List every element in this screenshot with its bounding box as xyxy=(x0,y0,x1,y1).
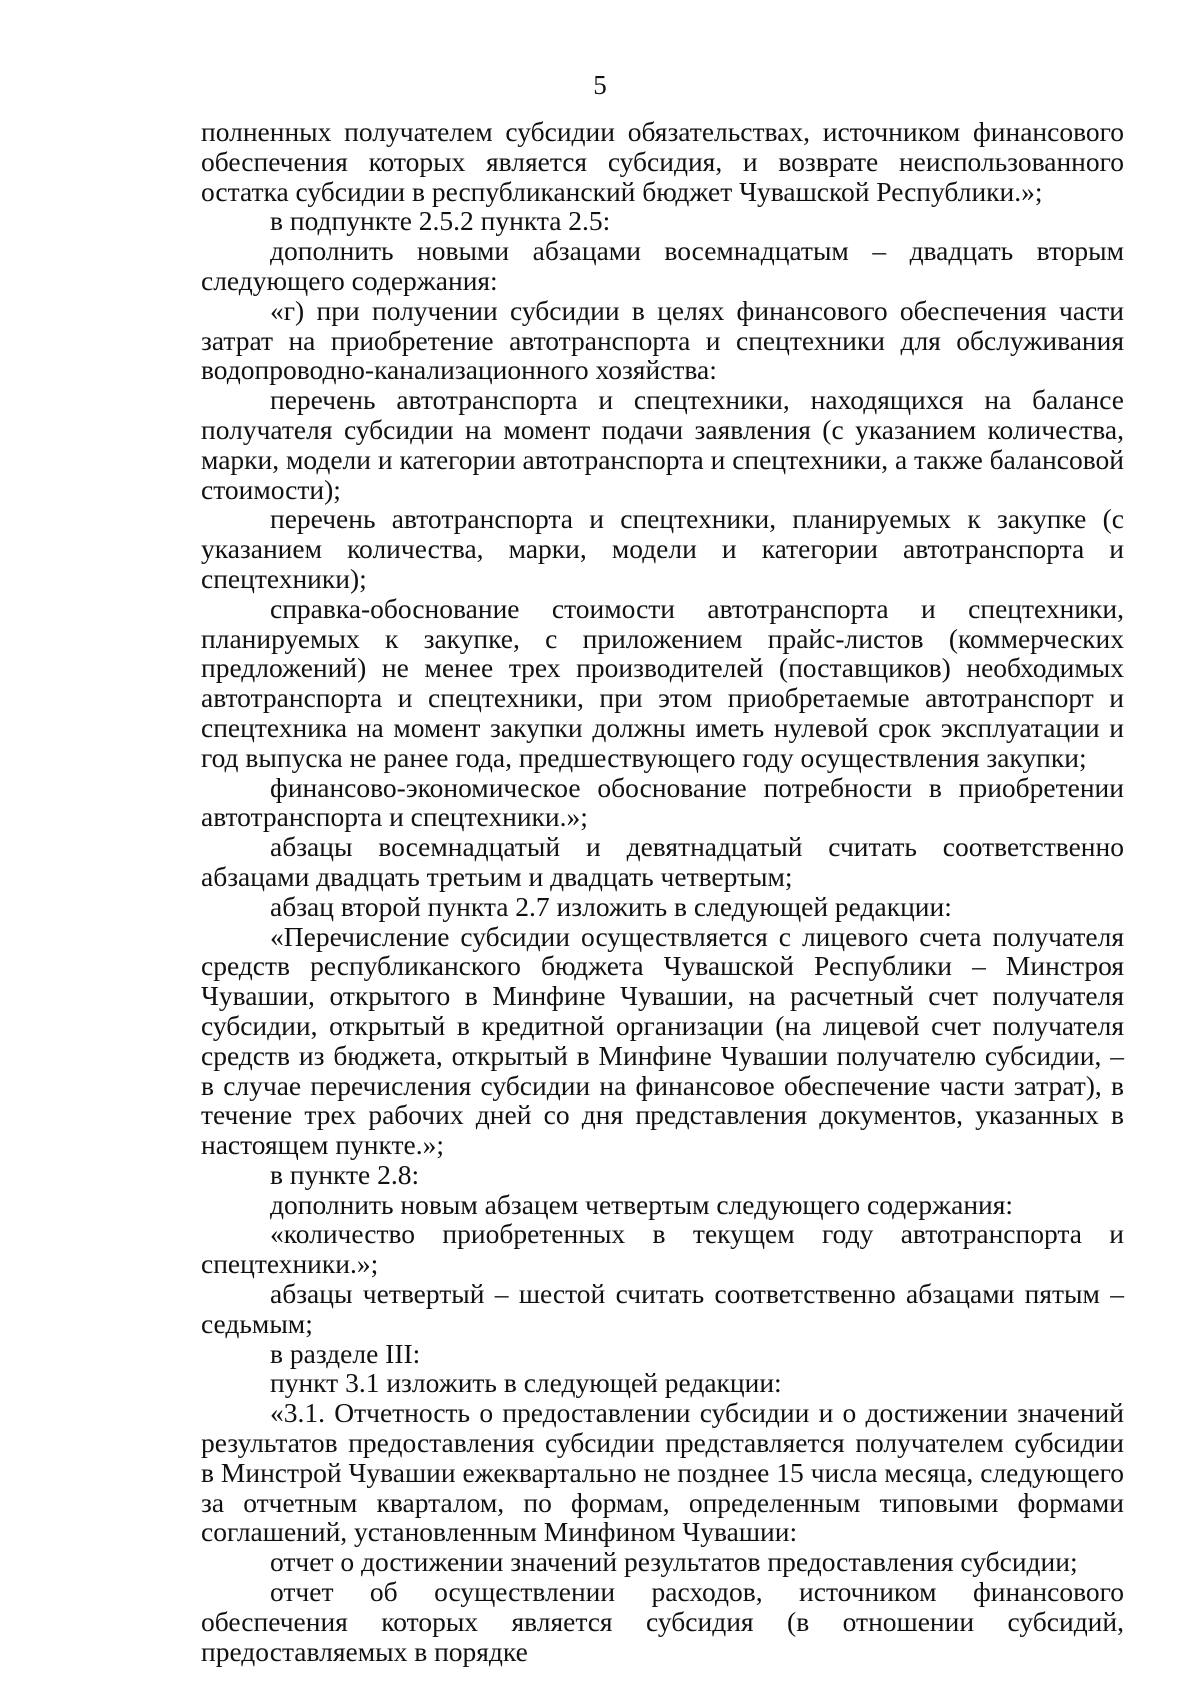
paragraph: в разделе III: xyxy=(270,1337,421,1369)
paragraph: отчет о достижении значений результатов предоставления субсидии; xyxy=(270,1546,1078,1578)
paragraph: абзацы восемнадцатый и девятнадцатый считать соответственно абзацами двадцать третьим и двадцать четвертым; xyxy=(201,831,1124,892)
paragraph: в подпункте 2.5.2 пункта 2.5: xyxy=(270,205,611,237)
paragraph: справка-обоснование стоимости автотранспорта и спецтехники, планируемых к закупке, с приложением прайс-листов (коммерческих предложений) не менее трех производителей (поставщиков) необходимых автотранспорта и спецтехники, при этом приобретаемые автотранспорт и спецтехника на момент закупки должны иметь нулевой срок эксплуатации и год выпуска не ранее года, предшествующего году осуществления закупки; xyxy=(201,592,1124,773)
paragraph: абзац второй пункта 2.7 изложить в следующей редакции: xyxy=(270,890,952,922)
paragraph: «3.1. Отчетность о предоставлении субсидии и о достижении значений результатов предоставления субсидии представляется получателем субсидии в Минстрой Чувашии ежеквартально не позднее 15 числа месяца, следующего за отчетным кварталом, по формам, определенным типовыми формами соглашений, установленным Минфином Чувашии: xyxy=(201,1397,1124,1548)
document-body xyxy=(201,117,1124,1666)
page-number: 5 xyxy=(593,70,607,100)
paragraph: перечень автотранспорта и спецтехники, планируемых к закупке (с указанием количества, марки, модели и категории автотранспорта и спецтехники); xyxy=(201,503,1124,594)
paragraph: «г) при получении субсидии в целях финансового обеспечения части затрат на приобретение автотранспорта и спецтехники для обслуживания водопроводно-канализационного хозяйства: xyxy=(201,294,1124,386)
paragraph: «Перечисление субсидии осуществляется с лицевого счета получателя средств республиканского бюджета Чувашской Республики – Минстроя Чувашии, открытого в Минфине Чувашии, на расчетный счет получателя субсидии, открытый в кредитной организации (на лицевой счет получателя средств из бюджета, открытый в Минфине Чувашии получателю субсидии, – в случае перечисления субсидии на финансовое обеспечение части затрат), в течение трех рабочих дней со дня представления документов, указанных в настоящем пункте.»; xyxy=(201,920,1124,1161)
paragraph: абзацы четвертый – шестой считать соответственно абзацами пятым – седьмым; xyxy=(201,1278,1124,1339)
paragraph: перечень автотранспорта и спецтехники, находящихся на балансе получателя субсидии на момент подачи заявления (с указанием количества, марки, модели и категории автотранспорта и спецтехники, а также балансовой стоимости); xyxy=(201,384,1124,505)
paragraph: дополнить новым абзацем четвертым следующего содержания: xyxy=(270,1188,1014,1220)
paragraph: пункт 3.1 изложить в следующей редакции: xyxy=(270,1367,782,1399)
paragraph: дополнить новыми абзацами восемнадцатым – двадцать вторым следующего содержания: xyxy=(201,235,1124,296)
paragraph: «количество приобретенных в текущем году автотранспорта и спецтехники.»; xyxy=(201,1218,1124,1280)
paragraph: в пункте 2.8: xyxy=(270,1158,420,1190)
paragraph: финансово-экономическое обоснование потребности в приобретении автотранспорта и спецтехники.»; xyxy=(201,771,1124,833)
paragraph: полненных получателем субсидии обязательствах, источником финансового обеспечения которых является субсидия, и возврате неиспользованного остатка субсидии в республиканский бюджет Чувашской Республики.»; xyxy=(201,116,1124,207)
paragraph: отчет об осуществлении расходов, источником финансового обеспечения которых является субсидия (в отношении субсидий, предоставляемых в порядке xyxy=(201,1576,1124,1667)
